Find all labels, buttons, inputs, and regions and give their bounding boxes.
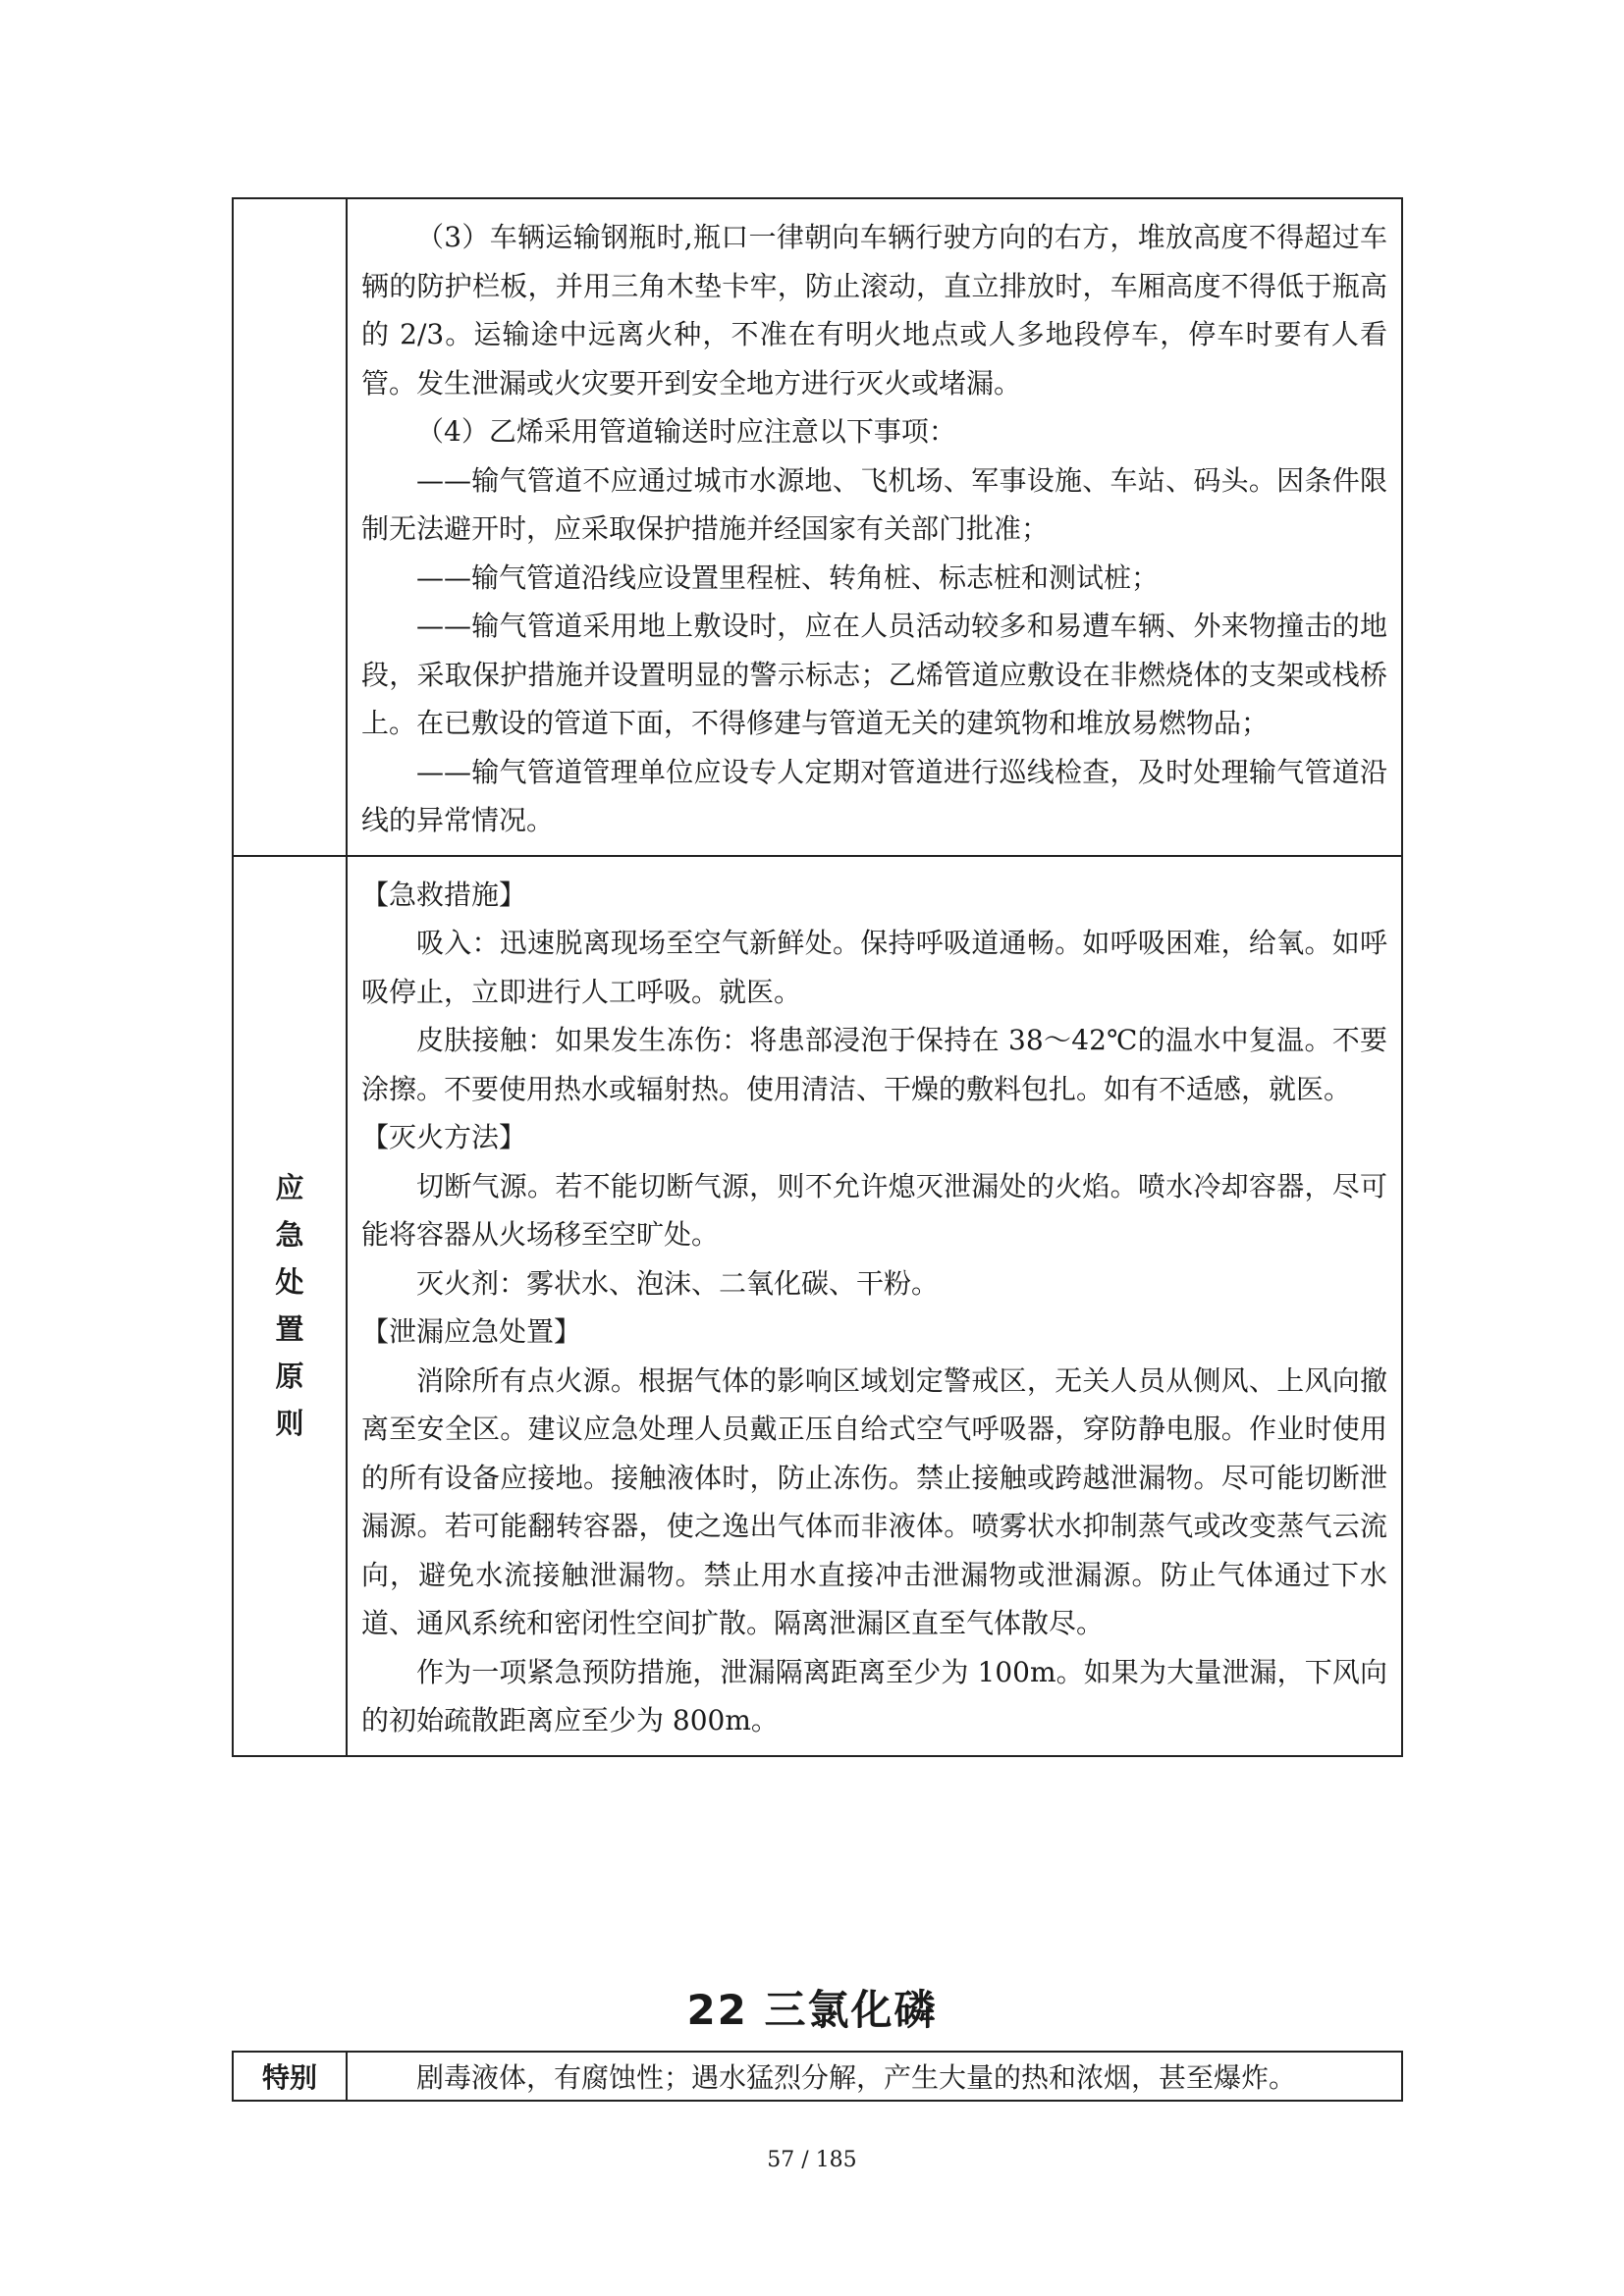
fire-fighting-heading: 【灭火方法】	[361, 1121, 527, 1153]
emergency-label-cell	[233, 856, 347, 1756]
inhalation-paragraph: 吸入：迅速脱离现场至空气新鲜处。保持呼吸道通畅。如呼吸困难，给氧。如呼吸停止，立即进行人工呼吸。就医。	[361, 927, 1387, 1008]
transport-paragraph: ——输气管道管理单位应设专人定期对管道进行巡线检查，及时处理输气管道沿线的异常情况。	[361, 755, 1387, 836]
section-title: 22 三氯化磷	[686, 1986, 938, 2034]
special-label: 特别	[233, 2052, 347, 2101]
skin-contact-paragraph: 皮肤接触：如果发生冻伤：将患部浸泡于保持在 38～42℃的温水中复温。不要涂擦。不要使用热水或辐射热。使用清洁、干燥的敷料包扎。如有不适感，就医。	[361, 1024, 1387, 1105]
first-aid-heading: 【急救措施】	[361, 878, 527, 911]
emergency-vertical-label: 应 急 处 置 原 则	[275, 1171, 304, 1440]
fire-method-paragraph: 切断气源。若不能切断气源，则不允许熄灭泄漏处的火焰。喷水冷却容器，尽可能将容器从火场移至空旷处。	[361, 1169, 1387, 1251]
phosphorus-trichloride-table	[232, 2051, 1403, 2102]
special-content: 剧毒液体，有腐蚀性；遇水猛烈分解，产生大量的热和浓烟，甚至爆炸。	[347, 2052, 1402, 2101]
emergency-row	[233, 856, 1402, 1756]
transport-content-cell	[347, 198, 1402, 856]
transport-paragraph: ——输气管道不应通过城市水源地、飞机场、军事设施、车站、码头。因条件限制无法避开时，应采取保护措施并经国家有关部门批准；	[361, 463, 1387, 545]
transport-paragraph: ——输气管道采用地上敷设时，应在人员活动较多和易遭车辆、外来物撞击的地段，采取保护措施并设置明显的警示标志；乙烯管道应敷设在非燃烧体的支架或栈桥上。在已敷设的管道下面，不得修建与管道无关的建筑物和堆放易燃物品；	[361, 610, 1387, 739]
transport-paragraph: （3）车辆运输钢瓶时,瓶口一律朝向车辆行驶方向的右方，堆放高度不得超过车辆的防护栏板，并用三角木垫卡牢，防止滚动，直立排放时，车厢高度不得低于瓶高的 2/3。运输途中远离火种，不准在有明火地点或人多地段停车，停车时要有人看管。发生泄漏或火灾要开到安全地方进行灭火或堵漏。	[361, 221, 1387, 400]
extinguishing-agent-paragraph: 灭火剂：雾状水、泡沫、二氧化碳、干粉。	[416, 1266, 940, 1300]
chemical-info-table	[232, 197, 1403, 1757]
emergency-content-cell	[347, 856, 1402, 1756]
transport-label-cell	[233, 198, 347, 856]
page-number: 57 / 185	[767, 2148, 857, 2172]
transport-row	[233, 198, 1402, 856]
transport-paragraph: ——输气管道沿线应设置里程桩、转角桩、标志桩和测试桩；	[416, 561, 1160, 594]
isolation-distance-paragraph: 作为一项紧急预防措施，泄漏隔离距离至少为 100m。如果为大量泄漏，下风向的初始疏散距离应至少为 800m。	[361, 1655, 1387, 1736]
special-row	[233, 2052, 1402, 2101]
transport-paragraph: （4）乙烯采用管道输送时应注意以下事项：	[416, 415, 956, 448]
leak-response-heading: 【泄漏应急处置】	[361, 1315, 582, 1348]
leak-response-paragraph: 消除所有点火源。根据气体的影响区域划定警戒区，无关人员从侧风、上风向撤离至安全区。建议应急处理人员戴正压自给式空气呼吸器，穿防静电服。作业时使用的所有设备应接地。接触液体时，防止冻伤。禁止接触或跨越泄漏物。尽可能切断泄漏源。若可能翻转容器，使之逸出气体而非液体。喷雾状水抑制蒸气或改变蒸气云流向，避免水流接触泄漏物。禁止用水直接冲击泄漏物或泄漏源。防止气体通过下水道、通风系统和密闭性空间扩散。隔离泄漏区直至气体散尽。	[361, 1363, 1387, 1639]
